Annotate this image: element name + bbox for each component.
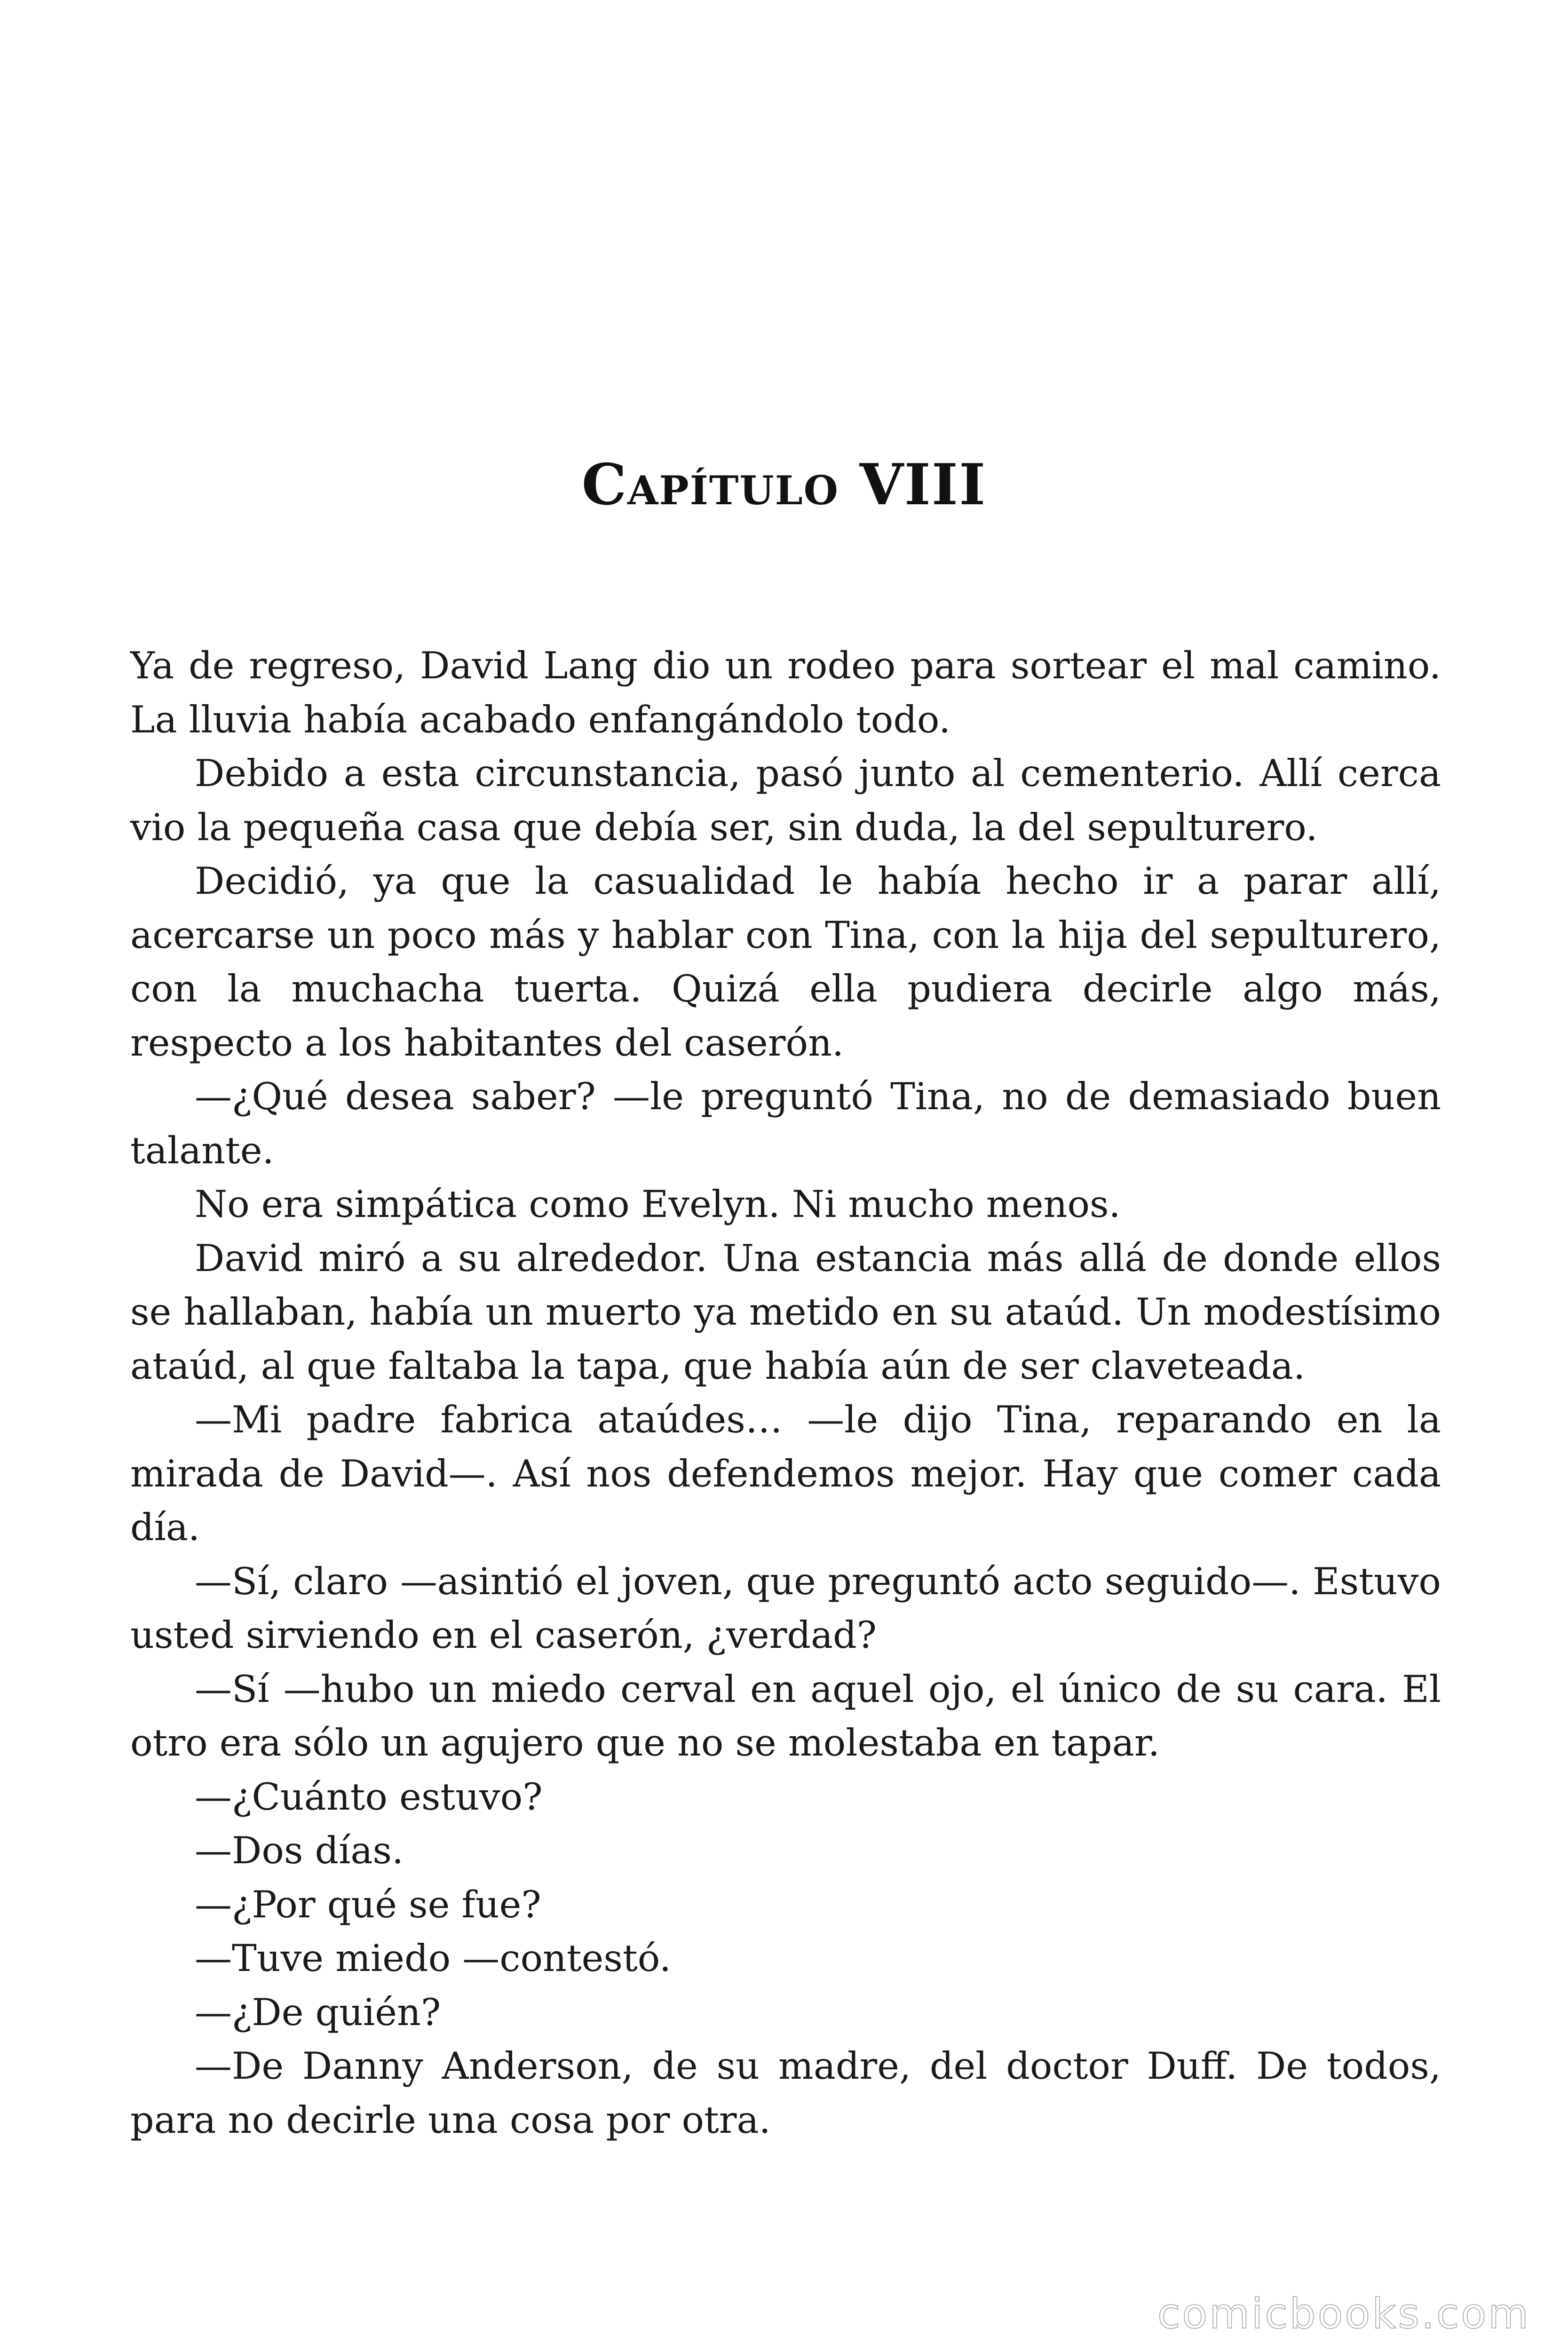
chapter-title: Capítulo VIII bbox=[581, 452, 987, 518]
paragraph: —De Danny Anderson, de su madre, del doctor Duff. De todos, para no decirle una cosa por otra. bbox=[130, 2044, 1441, 2142]
chapter-body bbox=[130, 639, 1441, 2147]
paragraph: —Dos días. bbox=[195, 1829, 404, 1872]
paragraph: —Mi padre fabrica ataúdes… —le dijo Tina, reparando en la mirada de David—. Así nos defendemos mejor. Hay que comer cada día. bbox=[130, 1398, 1441, 1549]
paragraph: —Sí, claro —asintió el joven, que preguntó acto seguido—. Estuvo usted sirviendo en el caserón, ¿verdad? bbox=[130, 1559, 1441, 1657]
paragraph: Ya de regreso, David Lang dio un rodeo para sortear el mal camino. La lluvia había acabado enfangándolo todo. bbox=[130, 644, 1441, 741]
paragraph: David miró a su alrededor. Una estancia más allá de donde ellos se hallaban, había un muerto ya metido en su ataúd. Un modestísimo ataúd, al que faltaba la tapa, que había aún de ser claveteada. bbox=[130, 1236, 1441, 1388]
watermark: comicbooks.com bbox=[1157, 2289, 1530, 2338]
paragraph: Decidió, ya que la casualidad le había hecho ir a parar allí, acercarse un poco más y hablar con Tina, con la hija del sepulturero, con la muchacha tuerta. Quizá ella pudiera decirle algo más, respecto a los habitantes del caserón. bbox=[130, 859, 1441, 1065]
paragraph: Debido a esta circunstancia, pasó junto al cementerio. Allí cerca vio la pequeña casa que debía ser, sin duda, la del sepulturero. bbox=[130, 752, 1441, 849]
paragraph: —¿Por qué se fue? bbox=[195, 1883, 541, 1926]
paragraph: —¿Qué desea saber? —le preguntó Tina, no de demasiado buen talante. bbox=[130, 1075, 1441, 1172]
paragraph: —Sí —hubo un miedo cerval en aquel ojo, el único de su cara. El otro era sólo un agujero que no se molestaba en tapar. bbox=[130, 1667, 1441, 1764]
paragraph: —Tuve miedo —contestó. bbox=[195, 1937, 671, 1980]
paragraph: No era simpática como Evelyn. Ni mucho menos. bbox=[195, 1183, 1121, 1226]
paragraph: —¿Cuánto estuvo? bbox=[195, 1775, 543, 1819]
paragraph: —¿De quién? bbox=[195, 1990, 441, 2034]
